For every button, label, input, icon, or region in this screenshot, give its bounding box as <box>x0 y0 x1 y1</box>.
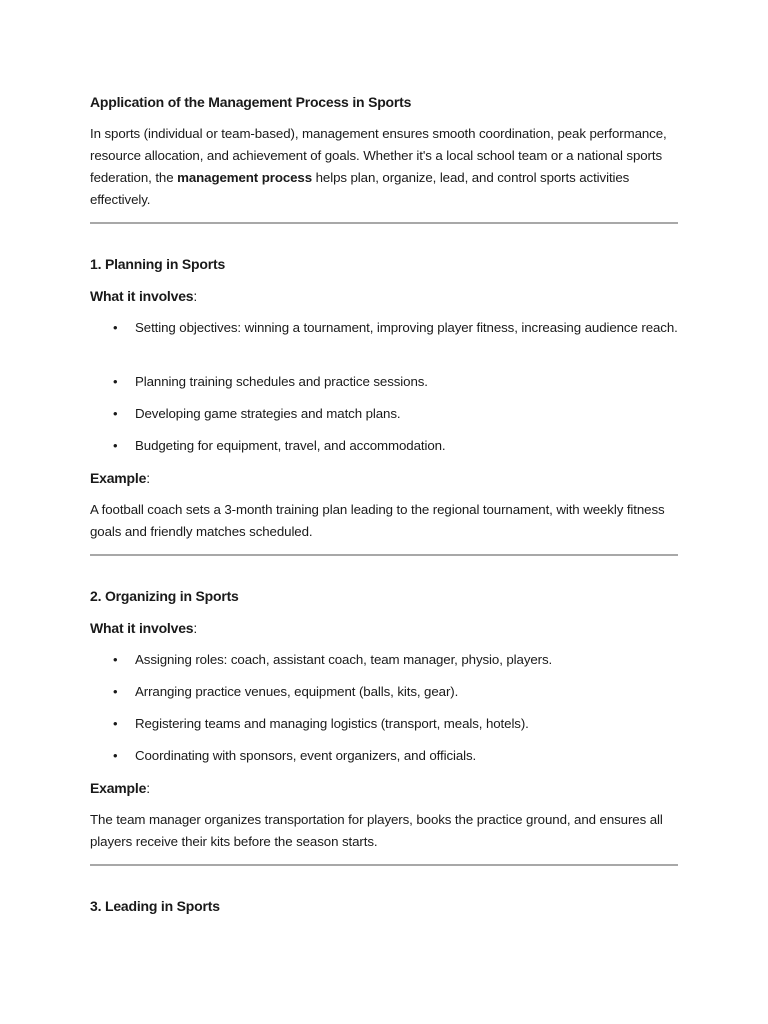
label-colon: : <box>193 288 198 304</box>
list-item-text: Arranging practice venues, equipment (balls, kits, gear). <box>135 684 459 699</box>
list-item <box>113 317 683 339</box>
list-item-text: Budgeting for equipment, travel, and accommodation. <box>135 438 446 453</box>
intro-bold-term: management process <box>177 170 313 185</box>
list-item <box>113 681 683 703</box>
section-divider <box>90 864 678 866</box>
bullet-icon: • <box>113 374 118 389</box>
document-title: Application of the Management Process in Sports <box>90 94 412 110</box>
list-item <box>113 649 683 671</box>
section-heading-planning: 1. Planning in Sports <box>90 256 226 272</box>
list-item <box>113 713 683 735</box>
intro-text: In sports (individual or team-based), management ensures smooth coordination, peak performance, resource allocation, and achievement of goals. Whether it's a local school team or a national sports federation, the <box>90 126 667 185</box>
bullet-icon: • <box>113 748 118 763</box>
bullet-icon: • <box>113 438 118 453</box>
what-it-involves-label <box>90 619 197 637</box>
example-label <box>90 779 150 797</box>
list-item <box>113 435 683 457</box>
label-colon: : <box>146 780 150 796</box>
example-paragraph: The team manager organizes transportation for players, books the practice ground, and ensures all players receive their kits before the season starts. <box>90 812 663 849</box>
list-item <box>113 403 683 425</box>
list-item <box>113 371 683 393</box>
label-text: What it involves <box>90 620 194 636</box>
list-item-text: Setting objectives: winning a tournament, improving player fitness, increasing audience reach. <box>135 320 678 335</box>
section-divider <box>90 222 678 224</box>
label-colon: : <box>193 620 198 636</box>
label-text: Example <box>90 470 147 486</box>
example-paragraph: A football coach sets a 3-month training plan leading to the regional tournament, with weekly fitness goals and friendly matches scheduled. <box>90 502 665 539</box>
label-text: Example <box>90 780 147 796</box>
bullet-icon: • <box>113 716 118 731</box>
section-heading-organizing: 2. Organizing in Sports <box>90 588 239 604</box>
section-heading-leading: 3. Leading in Sports <box>90 898 220 914</box>
what-it-involves-label <box>90 287 197 305</box>
section-divider <box>90 554 678 556</box>
list-item-text: Registering teams and managing logistics (transport, meals, hotels). <box>135 716 529 731</box>
label-colon: : <box>146 470 150 486</box>
list-item-text: Assigning roles: coach, assistant coach, team manager, physio, players. <box>135 652 553 667</box>
bullet-icon: • <box>113 320 118 335</box>
intro-text-end: helps plan, organize, lead, and control sports activities effectively. <box>90 170 630 207</box>
list-item-text: Planning training schedules and practice sessions. <box>135 374 428 389</box>
bullet-icon: • <box>113 652 118 667</box>
intro-paragraph <box>90 123 680 211</box>
example-label <box>90 469 150 487</box>
bullet-icon: • <box>113 406 118 421</box>
label-text: What it involves <box>90 288 194 304</box>
bullet-icon: • <box>113 684 118 699</box>
list-item-text: Coordinating with sponsors, event organizers, and officials. <box>135 748 477 763</box>
list-item-text: Developing game strategies and match plans. <box>135 406 401 421</box>
list-item <box>113 745 683 767</box>
